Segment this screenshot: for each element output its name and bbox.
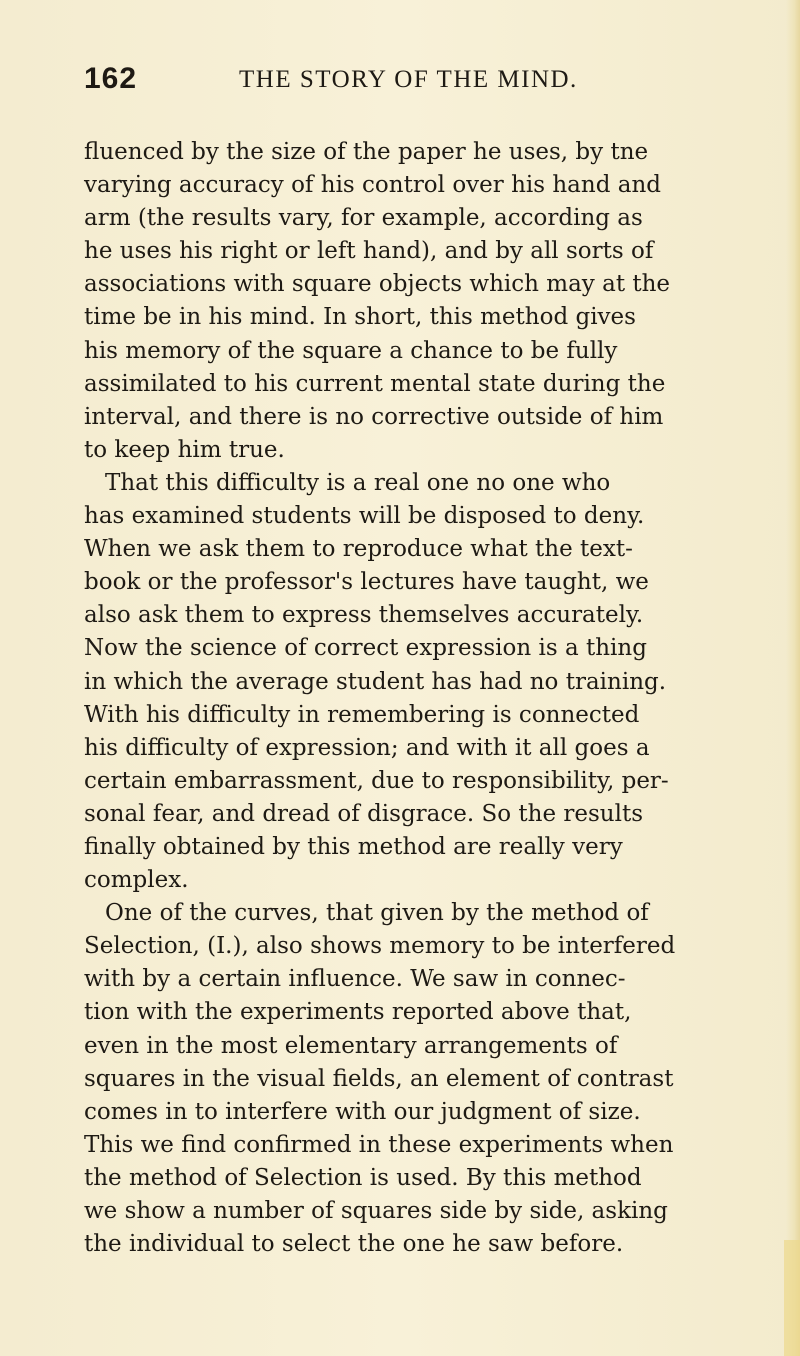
text-line: With his difficulty in remembering is connected <box>84 701 640 728</box>
text-line: the individual to select the one he saw before. <box>84 1231 624 1258</box>
body-text <box>84 136 744 1261</box>
page-header <box>84 62 744 102</box>
running-head: THE STORY OF THE MIND. <box>239 66 578 93</box>
text-line: finally obtained by this method are really very <box>84 833 623 860</box>
page-number: 162 <box>84 62 138 95</box>
text-line: comes in to interfere with our judgment of size. <box>84 1098 641 1125</box>
text-line: book or the professor's lectures have taught, we <box>84 569 649 596</box>
text-line: the method of Selection is used. By this method <box>84 1164 642 1191</box>
text-line: associations with square objects which may at the <box>84 271 671 298</box>
paragraph-start-line: One of the curves, that given by the method of <box>105 900 649 927</box>
text-line: fluenced by the size of the paper he uses, by tne <box>84 139 649 165</box>
text-line: Now the science of correct expression is a thing <box>84 635 647 662</box>
text-line: even in the most elementary arrangements of <box>84 1032 618 1059</box>
text-line: squares in the visual fields, an element of contrast <box>84 1065 674 1092</box>
paragraph-start-line: That this difficulty is a real one no one who <box>105 469 611 496</box>
text-line: When we ask them to reproduce what the text- <box>84 536 633 563</box>
text-line: certain embarrassment, due to responsibility, per- <box>84 767 669 794</box>
text-line: he uses his right or left hand), and by all sorts of <box>84 238 654 265</box>
text-line: interval, and there is no corrective outside of him <box>84 403 664 430</box>
text-line: tion with the experiments reported above that, <box>84 999 632 1026</box>
page-edge-stain <box>784 1240 800 1356</box>
text-line: we show a number of squares side by side, asking <box>84 1198 668 1224</box>
text-line: his memory of the square a chance to be fully <box>84 337 618 364</box>
text-line: also ask them to express themselves accurately. <box>84 602 644 629</box>
text-line: to keep him true. <box>84 436 285 463</box>
text-line: This we find confirmed in these experiments when <box>84 1131 674 1158</box>
text-line: arm (the results vary, for example, according as <box>84 205 643 232</box>
page-edge-shadow <box>786 0 800 1356</box>
text-line: sonal fear, and dread of disgrace. So the results <box>84 800 644 827</box>
text-line: time be in his mind. In short, this method gives <box>84 304 636 331</box>
text-line: has examined students will be disposed to deny. <box>84 503 645 530</box>
text-line: assimilated to his current mental state during the <box>84 370 666 397</box>
text-line: with by a certain influence. We saw in connec- <box>84 966 626 993</box>
text-line: varying accuracy of his control over his hand and <box>84 172 661 199</box>
text-line: his difficulty of expression; and with it all goes a <box>84 734 650 761</box>
text-line: Selection, (I.), also shows memory to be interfered <box>84 933 676 960</box>
text-line: complex. <box>84 867 189 894</box>
text-line: in which the average student has had no training. <box>84 668 667 695</box>
